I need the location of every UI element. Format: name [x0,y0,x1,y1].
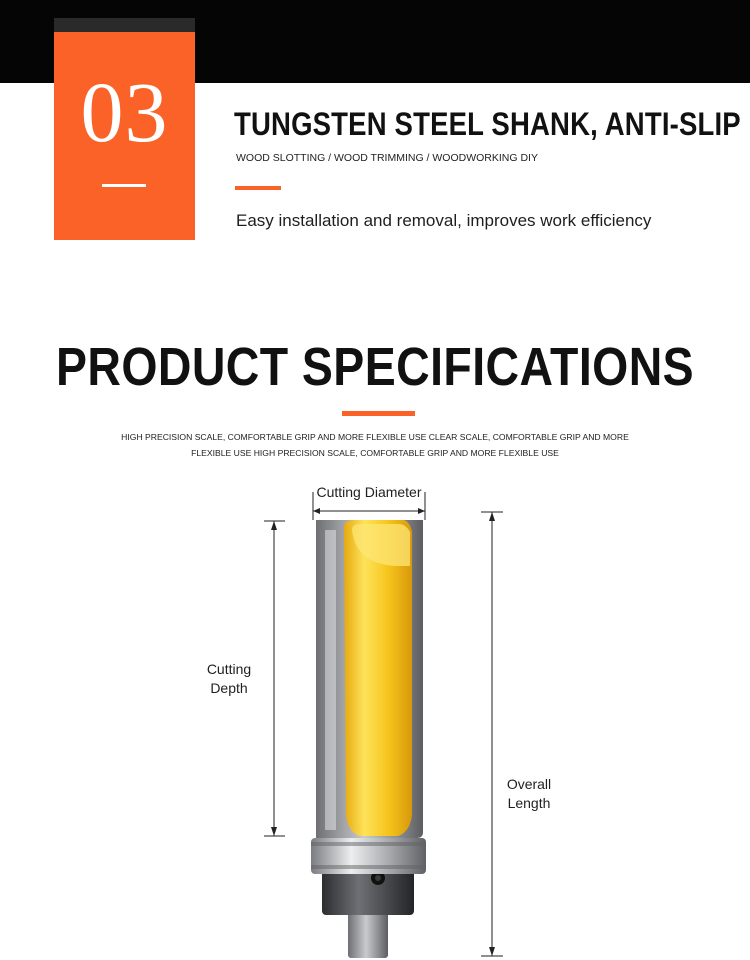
cutting-diameter-label [313,483,425,502]
overall-length-marker [481,512,503,956]
specs-accent-bar [342,411,415,416]
feature-title: TUNGSTEN STEEL SHANK, ANTI-SLIP [234,106,741,142]
badge-top-strip [54,18,195,32]
overall-length-text-line1: Overall [506,776,552,792]
specs-description-line1: HIGH PRECISION SCALE, COMFORTABLE GRIP AND MORE FLEXIBLE USE CLEAR SCALE, COMFORTABLE GRIP AND MORE [121,432,629,442]
lock-collar [322,870,414,915]
specs-title [0,334,750,400]
router-bit-diagram [0,470,750,960]
feature-accent-bar [235,186,281,190]
cutting-depth-label [200,660,258,698]
feature-description: Easy installation and removal, improves work efficiency [236,211,652,230]
badge-underline [102,184,146,187]
router-bit [311,520,426,958]
cutting-depth-marker [264,521,285,836]
shank [348,910,388,958]
overall-length-text-line2: Length [507,795,551,811]
flute [344,520,412,836]
specs-description [100,430,650,461]
feature-tags: WOOD SLOTTING / WOOD TRIMMING / WOODWORKING DIY [236,152,538,164]
cutting-depth-text-line2: Depth [210,680,248,696]
feature-number-badge [54,18,195,240]
cutting-diameter-text: Cutting Diameter [316,484,422,500]
cutting-depth-text-line1: Cutting [206,661,252,677]
specs-title-text: PRODUCT SPECIFICATIONS [55,337,695,397]
feature-number: 03 [80,64,169,160]
overall-length-label [500,775,558,813]
specs-description-line2: FLEXIBLE USE HIGH PRECISION SCALE, COMFORTABLE GRIP AND MORE FLEXIBLE USE [191,447,559,458]
